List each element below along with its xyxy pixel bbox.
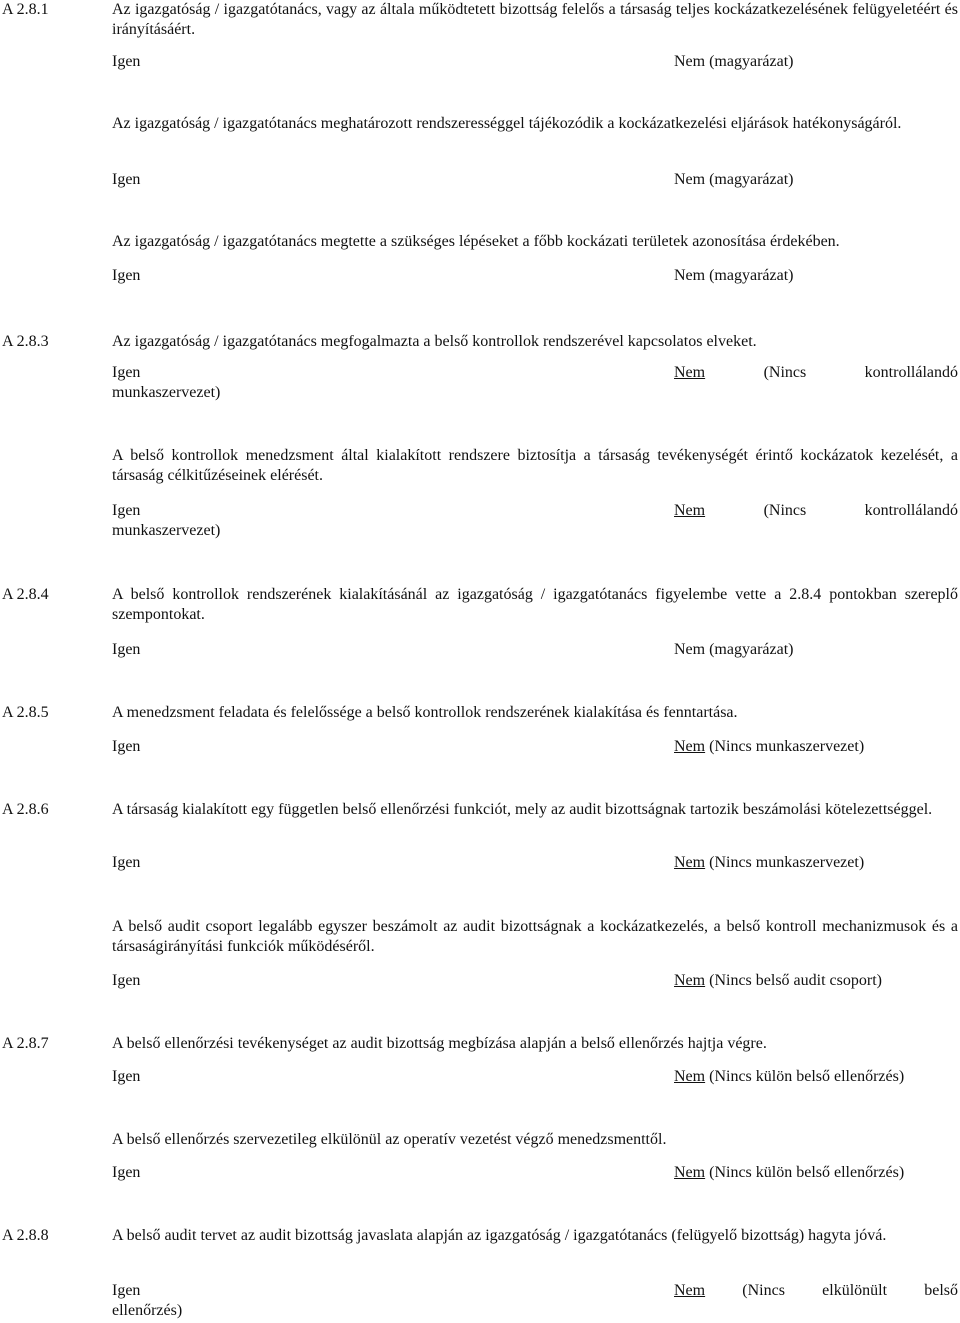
section-code: A 2.8.6	[2, 801, 49, 818]
answer-yes: Igen	[112, 267, 141, 284]
answer-no: Nem	[674, 502, 706, 519]
question-text: A belső kontrollok rendszerének kialakításánál az igazgatóság / igazgatótanács figyelembe vette a 2.8.4 pontokban szereplő szempontokat.	[112, 586, 958, 623]
answer-no-reason: kontrollálandó	[864, 502, 958, 519]
answer-yes: Igen	[112, 972, 141, 989]
question-text: A belső kontrollok menedzsment által kialakított rendszere biztosítja a társaság tevékenységét érintő kockázatok kezelését, a társaság célkitűzéseinek elérését.	[112, 447, 958, 484]
answer-no: Nem (Nincs külön belső ellenőrzés)	[674, 1068, 905, 1085]
question-text: Az igazgatóság / igazgatótanács megfogalmazta a belső kontrollok rendszerével kapcsolatos elveket.	[112, 333, 757, 350]
answer-yes: Igen	[112, 1068, 141, 1085]
answer-yes: Igen	[112, 364, 141, 381]
answer-yes: Igen	[112, 1164, 141, 1181]
answer-no-reason-cont: ellenőrzés)	[112, 1302, 183, 1319]
answer-no: Nem	[674, 364, 706, 381]
section-code: A 2.8.4	[2, 586, 49, 603]
answer-no: Nem (magyarázat)	[674, 267, 794, 284]
section-code: A 2.8.5	[2, 704, 49, 721]
answer-no-reason: (Nincs	[742, 1282, 785, 1299]
answer-no: Nem (Nincs külön belső ellenőrzés)	[674, 1164, 905, 1181]
answer-row	[112, 363, 958, 403]
answer-no: Nem (Nincs munkaszervezet)	[674, 738, 865, 755]
question-text: Az igazgatóság / igazgatótanács meghatározott rendszerességgel tájékozódik a kockázatkezelési eljárások hatékonyságáról.	[112, 115, 902, 132]
answer-no: Nem (magyarázat)	[674, 171, 794, 188]
answer-yes: Igen	[112, 641, 141, 658]
answer-no: Nem	[674, 1282, 706, 1299]
question-text: A társaság kialakított egy független belső ellenőrzési funkciót, mely az audit bizottságnak tartozik beszámolási kötelezettséggel.	[112, 801, 933, 818]
answer-yes: Igen	[112, 1282, 141, 1299]
answer-yes: Igen	[112, 53, 141, 70]
answer-row	[112, 501, 958, 541]
answer-no-reason: elkülönült	[822, 1282, 888, 1299]
answer-no-reason: (Nincs	[763, 364, 807, 381]
answer-no-reason: (Nincs	[763, 502, 807, 519]
question-text: A belső audit csoport legalább egyszer beszámolt az audit bizottságnak a kockázatkezelés, a belső kontroll mechanizmusok és a társaságirányítási funkciók működéséről.	[112, 918, 958, 955]
section-code: A 2.8.7	[2, 1035, 49, 1052]
answer-no: Nem (magyarázat)	[674, 641, 794, 658]
question-text: A belső audit tervet az audit bizottság javaslata alapján az igazgatóság / igazgatótanács (felügyelő bizottság) hagyta jóvá.	[112, 1227, 887, 1244]
answer-no-reason-cont: munkaszervezet)	[112, 384, 221, 401]
answer-yes: Igen	[112, 502, 141, 519]
answer-no-reason: kontrollálandó	[864, 364, 958, 381]
question-text: A menedzsment feladata és felelőssége a belső kontrollok rendszerének kialakítása és fenntartása.	[112, 704, 738, 721]
answer-no-reason: belső	[924, 1282, 958, 1299]
question-text: Az igazgatóság / igazgatótanács megtette a szükséges lépéseket a főbb kockázati területek azonosítása érdekében.	[112, 233, 840, 250]
answer-no: Nem (magyarázat)	[674, 53, 794, 70]
answer-no: Nem (Nincs munkaszervezet)	[674, 854, 865, 871]
section-code: A 2.8.8	[2, 1227, 49, 1244]
section-code: A 2.8.3	[2, 333, 49, 350]
answer-no-reason-cont: munkaszervezet)	[112, 522, 221, 539]
answer-row	[112, 1281, 958, 1321]
question-text: Az igazgatóság / igazgatótanács, vagy az általa működtetett bizottság felelős a társaság teljes kockázatkezelésének felügyeletéért és irányításáért.	[112, 1, 958, 38]
question-text: A belső ellenőrzési tevékenységet az audit bizottság megbízása alapján a belső ellenőrzés hajtja végre.	[112, 1035, 767, 1052]
answer-yes: Igen	[112, 854, 141, 871]
section-code: A 2.8.1	[2, 1, 49, 18]
answer-yes: Igen	[112, 738, 141, 755]
answer-no: Nem (Nincs belső audit csoport)	[674, 972, 882, 989]
question-text: A belső ellenőrzés szervezetileg elkülönül az operatív vezetést végző menedzsmenttől.	[112, 1131, 667, 1148]
answer-yes: Igen	[112, 171, 141, 188]
